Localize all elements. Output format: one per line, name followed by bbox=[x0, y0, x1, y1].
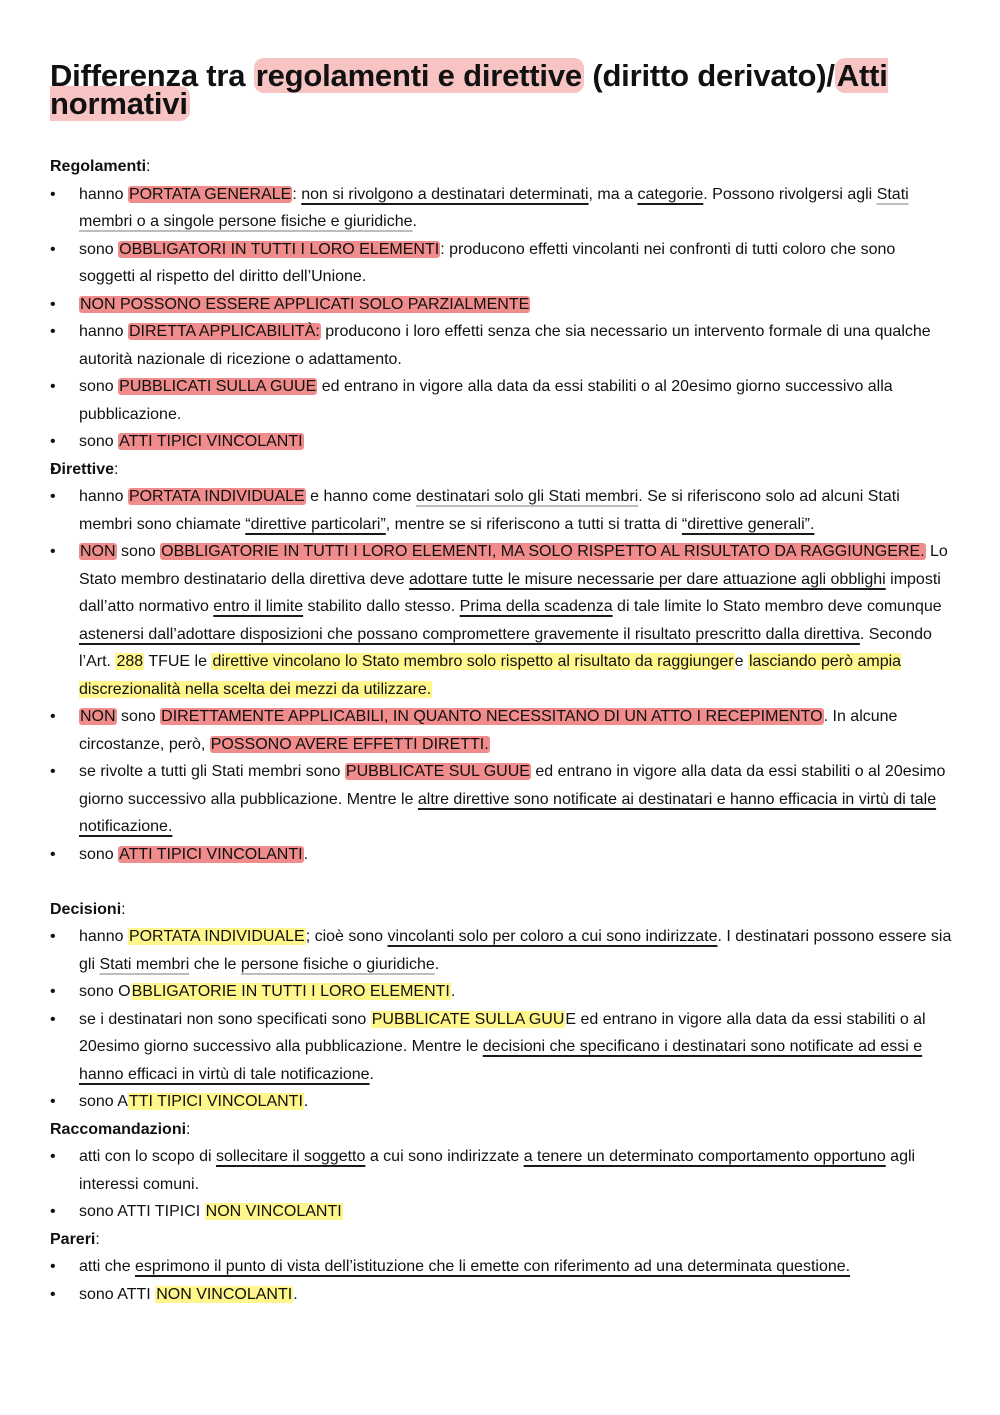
title-highlight: regolamenti e direttive bbox=[255, 58, 582, 93]
underline-text: “direttive particolari” bbox=[245, 515, 386, 533]
text-segment: se rivolte a tutti gli Stati membri sono bbox=[79, 763, 345, 780]
list-item bbox=[50, 236, 955, 291]
red-highlight: OBBLIGATORIE IN TUTTI I LORO ELEMENTI, MA SOLO RISPETTO AL RISULTATO DA RAGGIUNGERE. bbox=[161, 543, 925, 560]
list-decisioni bbox=[50, 923, 955, 1116]
list-item bbox=[50, 291, 955, 319]
text-segment: agli interessi comuni. bbox=[79, 1148, 916, 1193]
list-item bbox=[50, 703, 955, 758]
text-segment: : bbox=[186, 1120, 191, 1138]
underline-text: a tenere un determinato comportamento opportuno bbox=[523, 1148, 886, 1165]
text-segment: sono bbox=[79, 433, 119, 450]
text-segment: atti con lo scopo di bbox=[79, 1148, 216, 1165]
yellow-highlight: lasciando però ampia discrezionalità nella scelta dei mezzi da utilizzare. bbox=[79, 653, 902, 698]
text-segment: , ma a bbox=[588, 185, 638, 203]
red-highlight: NON bbox=[80, 543, 116, 560]
underline-text: astenersi dall’adottare disposizioni che possano compromettere gravemente il risultato prescritto dalla direttiva bbox=[79, 625, 860, 643]
yellow-highlight: BBLIGATORIE IN TUTTI I LORO ELEMENTI bbox=[131, 983, 450, 1000]
yellow-highlight: TTI TIPICI VINCOLANTI bbox=[128, 1093, 303, 1110]
text-segment: . bbox=[412, 213, 417, 230]
list-item bbox=[50, 978, 955, 1006]
list-item bbox=[50, 318, 955, 373]
red-highlight: PORTATA INDIVIDUALE bbox=[128, 488, 305, 505]
red-highlight: OBBLIGATORI IN TUTTI I LORO ELEMENTI bbox=[119, 240, 440, 258]
text-segment: sono bbox=[79, 240, 119, 258]
document-title bbox=[50, 58, 950, 121]
text-segment: . bbox=[434, 955, 440, 973]
text-segment: Raccomandazioni bbox=[50, 1120, 187, 1138]
yellow-highlight: direttive vincolano lo Stato membro solo rispetto al risultato da raggiunger bbox=[212, 653, 734, 670]
red-highlight: NON POSSONO ESSERE APPLICATI SOLO PARZIALMENTE bbox=[80, 295, 530, 313]
text-segment: sono A bbox=[79, 1093, 128, 1110]
text-segment: hanno bbox=[79, 323, 128, 340]
yellow-highlight: NON VINCOLANTI bbox=[156, 1285, 293, 1303]
text-segment: ed entrano in vigore alla data da essi stabiliti o al 20esimo giorno successivo alla pubblicazione. Mentre le bbox=[79, 763, 946, 808]
text-segment: producono i loro effetti senza che sia necessario un intervento formale di una qualche autorità nazionale di ricezione o adattamento. bbox=[79, 323, 931, 368]
red-highlight: ATTI TIPICI VINCOLANTI bbox=[119, 433, 303, 450]
text-segment: Pareri bbox=[50, 1230, 96, 1248]
text-segment: hanno bbox=[79, 488, 128, 505]
text-segment: imposti dall’atto normativo bbox=[79, 570, 941, 615]
list-regolamenti bbox=[50, 181, 955, 456]
text-segment: sono ATTI TIPICI bbox=[79, 1203, 205, 1220]
text-segment: a cui sono indirizzate bbox=[365, 1148, 524, 1165]
text-segment: sono bbox=[116, 543, 161, 560]
text-segment: . bbox=[303, 845, 309, 863]
text-segment: Decisioni bbox=[50, 900, 122, 918]
underline-text: esprimono il punto di vista dell’istituzione che li emette con riferimento ad una determinata questione. bbox=[135, 1258, 851, 1275]
text-segment: e hanno come bbox=[305, 488, 416, 505]
underline-text: vincolanti solo per coloro a cui sono indirizzate bbox=[387, 928, 718, 945]
red-highlight: ATTI TIPICI VINCOLANTI bbox=[119, 845, 303, 863]
red-highlight: DIRETTAMENTE APPLICABILI, IN QUANTO NECESSITANO DI UN ATTO I RECEPIMENTO bbox=[161, 708, 823, 725]
text-segment: sono bbox=[79, 378, 119, 395]
text-segment: Direttive bbox=[50, 460, 115, 478]
text-segment: ed entrano in vigore alla data da essi stabiliti o al 20esimo giorno successivo alla pubblicazione. bbox=[79, 378, 893, 423]
text-segment: . bbox=[369, 1065, 374, 1083]
text-segment: E ed entrano in vigore alla data da essi stabiliti o al 20esimo giorno successivo alla pubblicazione. Mentre le bbox=[79, 1010, 926, 1055]
underline-text: destinatari solo gli Stati membri bbox=[415, 488, 639, 505]
text-segment: atti che bbox=[79, 1258, 136, 1275]
text-segment: sono ATTI bbox=[79, 1285, 156, 1303]
list-item bbox=[50, 923, 955, 978]
underline-text: categorie bbox=[637, 185, 704, 203]
text-segment: ; cioè sono bbox=[305, 928, 388, 945]
red-highlight: NON bbox=[80, 708, 116, 725]
list-item bbox=[50, 1006, 955, 1089]
red-highlight: PORTATA GENERALE bbox=[128, 185, 292, 203]
list-item bbox=[50, 538, 955, 703]
text-segment: . bbox=[450, 983, 456, 1000]
document-body bbox=[50, 153, 955, 1308]
list-item bbox=[50, 1253, 955, 1281]
text-segment: sono O bbox=[79, 983, 131, 1000]
underline-text: altre direttive sono notificate ai destinatari e hanno efficacia in virtù di tale notificazione. bbox=[79, 790, 937, 835]
underline-text: “direttive generali”. bbox=[681, 515, 815, 533]
list-item bbox=[50, 1198, 955, 1226]
section-heading-raccomandazioni bbox=[50, 1116, 955, 1144]
text-segment: Regolamenti bbox=[50, 158, 147, 175]
underline-text: non si rivolgono a destinatari determinati bbox=[301, 185, 589, 203]
title-text: Differenza tra bbox=[50, 58, 254, 93]
list-item bbox=[50, 1088, 955, 1116]
list-direttive bbox=[50, 483, 955, 868]
red-highlight: POSSONO AVERE EFFETTI DIRETTI. bbox=[210, 735, 489, 753]
underline-text: sollecitare il soggetto bbox=[215, 1148, 366, 1165]
section-spacer bbox=[50, 868, 955, 896]
text-segment: Lo Stato membro destinatario della direttiva deve bbox=[79, 543, 948, 588]
text-segment: . bbox=[293, 1285, 298, 1303]
title-highlight: Atti normativi bbox=[50, 58, 888, 121]
list-item bbox=[50, 1143, 955, 1198]
red-highlight: PUBBLICATI SULLA GUUE bbox=[119, 378, 317, 395]
list-item bbox=[50, 841, 955, 869]
underline-text: Prima della scadenza bbox=[459, 598, 613, 615]
red-highlight: PUBBLICATE SUL GUUE bbox=[345, 763, 530, 780]
text-segment: sono bbox=[116, 708, 161, 725]
text-segment: . Possono rivolgersi agli bbox=[703, 185, 877, 203]
text-segment: : bbox=[95, 1230, 100, 1248]
red-highlight: DIRETTA APPLICABILITÀ: bbox=[128, 323, 320, 340]
text-segment: stabilito dallo stesso. bbox=[303, 598, 460, 615]
section-heading-direttive bbox=[50, 456, 955, 484]
text-segment: . Se si riferiscono solo ad alcuni Stati membri sono chiamate bbox=[79, 488, 900, 533]
list-raccomandazioni bbox=[50, 1143, 955, 1226]
text-segment: : producono effetti vincolanti nei confronti di tutti coloro che sono soggetti al rispetto del diritto dell’Unione. bbox=[79, 240, 896, 285]
text-segment: sono bbox=[79, 845, 119, 863]
text-segment: . bbox=[303, 1093, 309, 1110]
list-item bbox=[50, 181, 955, 236]
underline-text: Stati membri o a singole persone fisiche e giuridiche bbox=[79, 185, 909, 230]
section-heading-decisioni bbox=[50, 896, 955, 924]
text-segment: che le bbox=[189, 955, 241, 973]
underline-text: adottare tutte le misure necessarie per dare attuazione agli obblighi bbox=[408, 570, 886, 588]
section-heading-regolamenti bbox=[50, 153, 955, 181]
underline-text: entro il limite bbox=[213, 598, 304, 615]
list-pareri bbox=[50, 1253, 955, 1308]
list-item bbox=[50, 373, 955, 428]
section-heading-pareri bbox=[50, 1226, 955, 1254]
text-segment: . Secondo l’Art. bbox=[79, 625, 932, 670]
yellow-highlight: 288 bbox=[116, 653, 144, 670]
text-segment: : bbox=[114, 460, 119, 478]
list-item bbox=[50, 1281, 955, 1309]
text-segment: : bbox=[146, 158, 151, 175]
title-text: (diritto derivato)/ bbox=[583, 58, 835, 93]
list-item bbox=[50, 758, 955, 841]
text-segment: . I destinatari possono essere sia gli bbox=[79, 928, 952, 973]
text-segment: , mentre se si riferiscono a tutti si tratta di bbox=[385, 515, 682, 533]
text-segment: TFUE le bbox=[144, 653, 212, 670]
yellow-highlight: PORTATA INDIVIDUALE bbox=[128, 928, 305, 945]
text-segment: se i destinatari non sono specificati sono bbox=[79, 1010, 371, 1028]
list-item bbox=[50, 483, 955, 538]
text-segment: : bbox=[292, 185, 302, 203]
yellow-highlight: NON VINCOLANTI bbox=[205, 1203, 342, 1220]
list-item bbox=[50, 428, 955, 456]
text-segment: hanno bbox=[79, 185, 128, 203]
text-segment: hanno bbox=[79, 928, 128, 945]
underline-text: decisioni che specificano i destinatari sono notificate ad essi e hanno efficaci in virtù di tale notificazione bbox=[79, 1038, 923, 1083]
underline-text: Stati membri bbox=[99, 955, 190, 973]
text-segment: di tale limite lo Stato membro deve comunque bbox=[612, 598, 942, 615]
text-segment: . In alcune circostanze, però, bbox=[79, 708, 898, 753]
underline-text: persone fisiche o giuridiche bbox=[240, 955, 435, 973]
text-segment: : bbox=[121, 900, 126, 918]
yellow-highlight: PUBBLICATE SULLA GUU bbox=[371, 1010, 565, 1028]
text-segment: e bbox=[734, 653, 748, 670]
